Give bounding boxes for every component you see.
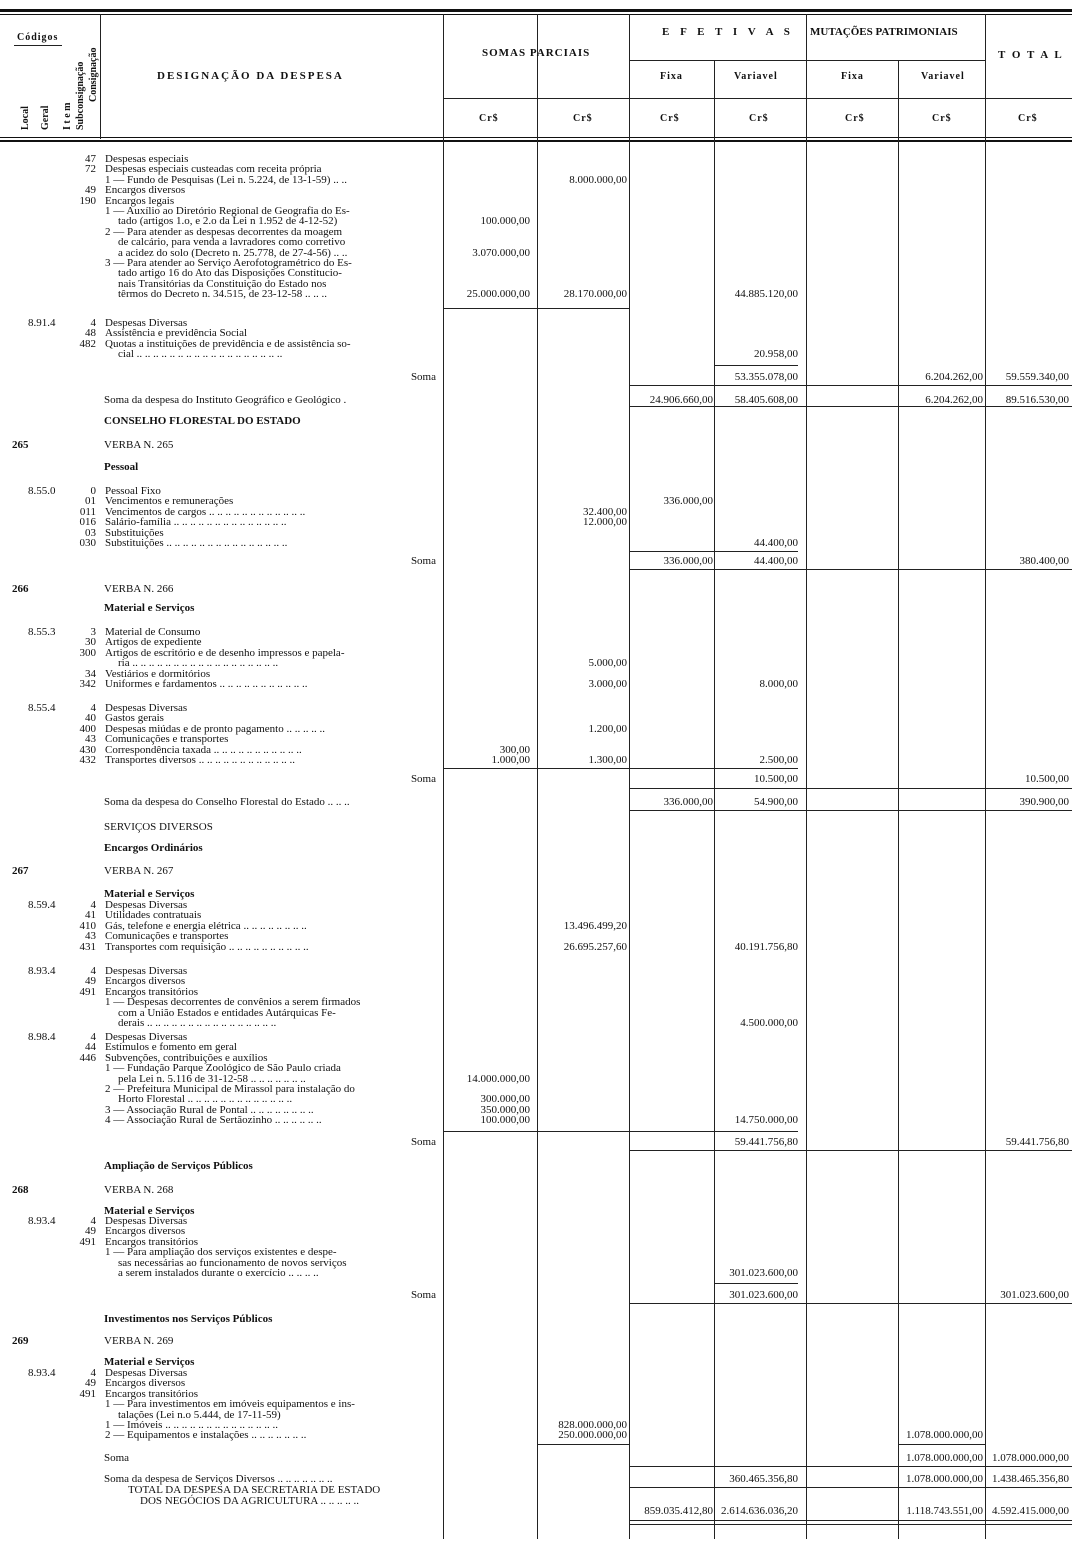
row-description: Despesas Diversas	[105, 899, 188, 911]
row-description: Encargos diversos	[105, 975, 186, 988]
row-description: Encargos diversos	[105, 1225, 186, 1238]
row-code: 410	[79, 919, 96, 932]
top-rule-thin	[0, 14, 1072, 15]
row-value-sp2: 12.000,00	[583, 516, 627, 529]
row-description: com a União Estados e entidades Autárquicas Fe-	[118, 1006, 336, 1019]
sep-sp1	[443, 308, 537, 309]
row-value-sp1: 14.000.000,00	[466, 1072, 530, 1085]
top-rule	[0, 9, 1072, 12]
soma-value-mvar: 1.078.000.000,00	[906, 1452, 983, 1464]
col-line-mvar	[898, 60, 899, 1539]
sep-b7	[443, 1131, 798, 1132]
sep-soma5	[629, 1303, 1072, 1304]
row-value-sp2: 828.000.000,00	[558, 1419, 627, 1431]
row-description: Despesas Diversas	[105, 317, 188, 329]
soma-value-total: 380.400,00	[1019, 555, 1069, 567]
row-code: 4	[90, 965, 96, 977]
row-description: Despesas especiais	[105, 153, 189, 165]
header-fixa: Fixa	[660, 71, 683, 82]
row-description: 1 — Para ampliação dos serviços existentes e despe-	[105, 1246, 337, 1259]
row-description: Substituições .. .. .. .. .. .. .. .. .. .. .. .. .. .. ..	[105, 537, 288, 549]
row-code: 190	[79, 194, 96, 207]
row-value-sp1: 25.000.000,00	[466, 288, 530, 301]
sep-var	[714, 365, 798, 366]
row-code: 01	[85, 495, 96, 508]
row-geral-code: 8.59.4	[28, 899, 56, 911]
total-final-mvar: 1.118.743.551,00	[906, 1505, 983, 1517]
row-description: 2 — Equipamentos e instalações .. .. .. .. .. .. ..	[105, 1429, 307, 1442]
row-description: Encargos diversos	[105, 184, 186, 197]
soma-label: Soma	[410, 555, 436, 567]
row-description: 3 — Associação Rural de Pontal .. .. .. .. .. .. .. ..	[105, 1103, 314, 1116]
row-code: 49	[85, 184, 96, 197]
soma-value-var: 360.465.356,80	[729, 1473, 798, 1485]
sep-inst	[629, 406, 1072, 407]
sep-soma1	[629, 385, 1072, 386]
soma-value-total: 1.078.000.000,00	[992, 1452, 1069, 1464]
row-code: 432	[79, 754, 96, 766]
currency-mvar: Cr$	[932, 113, 952, 124]
row-code: 30	[85, 636, 96, 649]
row-description: Transportes com requisição .. .. .. .. .. .. .. .. .. ..	[105, 940, 309, 953]
sep-b8	[714, 1283, 798, 1284]
row-description: Despesas miúdas e de pronto pagamento .. .. .. .. ..	[105, 722, 325, 735]
row-code: 48	[85, 327, 96, 340]
section-title-servicos: SERVIÇOS DIVERSOS	[104, 821, 213, 833]
row-code: 342	[79, 678, 96, 690]
row-description: Artigos de escritório e de desenho impressos e papela-	[105, 646, 345, 659]
row-geral-code: 8.55.0	[28, 485, 56, 497]
row-description: nais Transitórias da Constituição do Estado nos	[118, 277, 327, 290]
row-description: pela Lei n. 5.116 de 31-12-58 .. .. .. .. .. .. ..	[118, 1072, 306, 1085]
row-description: 1 — Despesas decorrentes de convênios a serem firmados	[105, 996, 361, 1009]
row-code: 300	[79, 646, 96, 659]
col-line-sp2	[537, 14, 538, 1539]
row-value-sp1: 100.000,00	[480, 215, 530, 228]
soma-value-mvar: 6.204.262,00	[925, 371, 983, 383]
subsection-material-2: Material e Serviços	[104, 888, 195, 900]
row-value-sp1: 300.000,00	[480, 1093, 530, 1106]
row-description: Pessoal Fixo	[105, 485, 161, 497]
row-geral-code: 8.93.4	[28, 1215, 56, 1227]
soma-value-total: 59.441.756,80	[1005, 1136, 1069, 1148]
currency-sp2: Cr$	[573, 113, 593, 124]
soma-label: Soma	[410, 773, 436, 785]
col-line-sp1	[443, 14, 444, 1539]
row-code: 4	[90, 1215, 96, 1227]
header-item: I t e m	[62, 102, 73, 130]
row-description: 1 — Para investimentos em imóveis equipamentos e ins-	[105, 1398, 355, 1411]
row-description: sas necessárias ao funcionamento de novos serviços	[118, 1256, 347, 1269]
sep-b9	[537, 1444, 629, 1445]
row-geral-code: 8.93.4	[28, 965, 56, 977]
row-description: Horto Florestal .. .. .. .. .. .. .. .. .. .. .. .. ..	[118, 1093, 293, 1106]
header-designacao: DESIGNAÇÃO DA DESPESA	[157, 70, 344, 82]
sep-b4	[443, 768, 798, 769]
row-code: 44	[85, 1041, 96, 1054]
col-line-var	[714, 60, 715, 1539]
row-code: 43	[85, 733, 96, 746]
verba-268: VERBA N. 268	[104, 1184, 174, 1196]
row-value-sp1: 1.000,00	[491, 754, 530, 766]
row-code: 030	[79, 537, 96, 549]
row-value-var: 4.500.000,00	[740, 1017, 798, 1029]
soma-label: Soma da despesa de Serviços Diversos .. .. .. .. .. .. ..	[104, 1473, 333, 1485]
row-description: derais .. .. .. .. .. .. .. .. .. .. .. .. .. .. .. ..	[118, 1017, 277, 1029]
row-value-fixa: 336.000,00	[663, 495, 713, 508]
row-description: Vencimentos e remunerações	[105, 495, 234, 508]
row-geral-code: 8.55.4	[28, 702, 56, 714]
row-description: Quotas a instituições de previdência e de assistência so-	[105, 337, 351, 350]
soma-value-total: 390.900,00	[1019, 796, 1069, 808]
row-value-var: 44.885.120,00	[734, 288, 798, 301]
currency-fixa: Cr$	[660, 113, 680, 124]
verba-269: VERBA N. 269	[104, 1335, 174, 1347]
subsection-encargos: Encargos Ordinários	[104, 842, 203, 854]
header-efetivas: E F E T I V A S	[662, 26, 794, 38]
sep-soma2	[629, 569, 1072, 570]
row-value-var: 40.191.756,80	[734, 940, 798, 953]
row-code: 41	[85, 909, 96, 922]
col-line-desig	[100, 14, 101, 139]
row-value-sp2: 3.000,00	[588, 678, 627, 690]
soma-value-total: 10.500,00	[1025, 773, 1069, 785]
verba-266: VERBA N. 266	[104, 583, 174, 595]
header-rule	[0, 137, 1072, 138]
row-description: Despesas especiais custeadas com receita própria	[105, 163, 322, 176]
row-description: Gastos gerais	[105, 712, 164, 725]
soma-label: Soma	[104, 1452, 130, 1464]
verba-265: VERBA N. 265	[104, 439, 174, 451]
verba-266-local: 266	[12, 583, 29, 595]
header-total: T O T A L	[998, 49, 1064, 61]
row-description: a acidez do solo (Decreto n. 25.778, de 27-4-56) .. ..	[118, 246, 348, 259]
row-code: 40	[85, 712, 96, 725]
row-description: 1 — Auxílio ao Diretório Regional de Geografia do Es-	[105, 205, 350, 217]
header-consignacao: Consignação	[88, 47, 99, 102]
row-code: 4	[90, 317, 96, 329]
row-value-sp1: 350.000,00	[480, 1103, 530, 1116]
header-currency-rule	[443, 98, 1072, 99]
sep-total-bottom-2	[629, 1524, 1072, 1525]
row-description: Comunicações e transportes	[105, 733, 229, 746]
row-description: Despesas Diversas	[105, 965, 188, 977]
row-description: Estímulos e fomento em geral	[105, 1041, 237, 1054]
row-description: Encargos legais	[105, 194, 175, 207]
sep-soma3	[629, 788, 1072, 789]
row-code: 49	[85, 1377, 96, 1390]
row-geral-code: 8.91.4	[28, 317, 56, 329]
subsection-material-3: Material e Serviços	[104, 1205, 195, 1217]
row-description: Despesas Diversas	[105, 1215, 188, 1227]
row-code: 72	[85, 163, 96, 176]
row-value-sp2: 8.000.000,00	[569, 173, 627, 186]
row-value-mvar: 1.078.000.000,00	[906, 1429, 983, 1442]
sep-soma6	[629, 1466, 1072, 1467]
row-description: têrmos do Decreto n. 34.515, de 23-12-58 .. .. ..	[118, 288, 327, 301]
sep-total-top	[629, 1487, 1072, 1488]
header-geral: Geral	[40, 105, 51, 130]
subsection-ampliacao: Ampliação de Serviços Públicos	[104, 1160, 253, 1172]
currency-sp1: Cr$	[479, 113, 499, 124]
subsection-investimentos: Investimentos nos Serviços Públicos	[104, 1313, 273, 1325]
row-code: 431	[79, 940, 96, 953]
soma-label: Soma da despesa do Instituto Geográfico e Geológico .	[104, 394, 347, 406]
subsection-material-4: Material e Serviços	[104, 1356, 195, 1368]
row-description: ria .. .. .. .. .. .. .. .. .. .. .. .. .. .. .. .. .. ..	[118, 657, 279, 670]
soma-label: Soma	[410, 1289, 436, 1301]
row-code: 4	[90, 1367, 96, 1379]
verba-267-local: 267	[12, 865, 29, 877]
currency-total: Cr$	[1018, 113, 1038, 124]
row-description: 2 — Prefeitura Municipal de Mirassol para instalação do	[105, 1083, 355, 1095]
row-description: Artigos de expediente	[105, 636, 202, 649]
row-value-sp2: 1.200,00	[588, 722, 627, 735]
soma-label: Soma	[410, 1136, 436, 1148]
row-description: 1 — Fundação Parque Zoológico de São Paulo criada	[105, 1062, 341, 1075]
row-description: Encargos diversos	[105, 1377, 186, 1390]
row-code: 4	[90, 1031, 96, 1043]
row-code: 491	[79, 1387, 96, 1400]
header-fixa-mut: Fixa	[841, 71, 864, 82]
soma-value-var: 53.355.078,00	[734, 371, 798, 383]
total-final-var: 2.614.636.036,20	[721, 1505, 798, 1517]
row-description: 2 — Para atender as despesas decorrentes da moagem	[105, 225, 343, 238]
total-final-line-2: DOS NEGÓCIOS DA AGRICULTURA .. .. .. .. ..	[140, 1495, 360, 1507]
row-description: Utilidades contratuais	[105, 909, 202, 922]
row-value-sp2: 28.170.000,00	[563, 288, 627, 301]
sep-sp2	[537, 308, 629, 309]
row-description: Vestiários e dormitórios	[105, 667, 211, 680]
header-efetivas-rule	[629, 60, 985, 61]
soma-value-var: 58.405.608,00	[734, 394, 798, 406]
row-value-var: 8.000,00	[759, 678, 798, 690]
row-code: 03	[85, 526, 96, 539]
total-final-fixa: 859.035.412,80	[644, 1505, 713, 1517]
header-somas-parciais: SOMAS PARCIAIS	[482, 47, 591, 59]
row-code: 446	[79, 1051, 96, 1064]
row-value-sp2: 13.496.499,20	[563, 919, 627, 932]
soma-label: Soma da despesa do Conselho Florestal do Estado .. .. ..	[104, 796, 350, 808]
sep-conselho	[629, 810, 1072, 811]
row-code: 3	[90, 626, 96, 638]
row-value-sp2: 26.695.257,60	[563, 940, 627, 953]
row-description: Assistência e previdência Social	[105, 327, 248, 340]
sep-pessoal	[629, 551, 798, 552]
row-code: 4	[90, 702, 96, 714]
row-description: Material de Consumo	[105, 626, 201, 638]
row-description: Despesas Diversas	[105, 702, 188, 714]
soma-label: Soma	[410, 371, 436, 383]
row-description: Salário-família .. .. .. .. .. .. .. .. .. .. .. .. .. ..	[105, 516, 287, 529]
row-value-var: 20.958,00	[754, 348, 798, 361]
row-geral-code: 8.93.4	[28, 1367, 56, 1379]
row-code: 011	[79, 505, 96, 518]
header-variavel-mut: Variavel	[921, 71, 965, 82]
row-value-sp2: 250.000.000,00	[558, 1429, 627, 1442]
sep-b9-mvar	[898, 1444, 985, 1445]
col-line-mfixa	[806, 14, 807, 1539]
header-codigos: Códigos	[17, 32, 59, 43]
row-code: 34	[85, 667, 96, 680]
soma-value-var: 44.400,00	[754, 555, 798, 567]
soma-value-total: 59.559.340,00	[1005, 371, 1069, 383]
row-code: 400	[79, 722, 96, 735]
row-code: 0	[90, 485, 96, 497]
row-value-var: 44.400,00	[754, 537, 798, 549]
soma-value-var: 59.441.756,80	[734, 1136, 798, 1148]
verba-267: VERBA N. 267	[104, 865, 174, 877]
subsection-pessoal: Pessoal	[104, 461, 139, 473]
row-description: Despesas Diversas	[105, 1031, 188, 1043]
row-value-sp1: 100.000,00	[480, 1114, 530, 1127]
row-code: 491	[79, 985, 96, 998]
soma-value-var: 10.500,00	[754, 773, 798, 785]
soma-value-var: 301.023.600,00	[729, 1289, 798, 1301]
row-description: Substituições	[105, 526, 164, 539]
row-description: Comunicações e transportes	[105, 930, 229, 943]
row-description: 1 — Imóveis .. .. .. .. .. .. .. .. .. .. .. .. .. ..	[105, 1419, 278, 1431]
row-description: Vencimentos de cargos .. .. .. .. .. .. .. .. .. .. .. ..	[105, 505, 306, 518]
col-line-total	[985, 14, 986, 1539]
sep-total-bottom	[629, 1520, 1072, 1521]
row-description: 1 — Fundo de Pesquisas (Lei n. 5.224, de 13-1-59) .. ..	[105, 173, 347, 186]
row-description: de calcário, para venda a lavradores como corretivo	[118, 236, 346, 249]
soma-value-total: 301.023.600,00	[1000, 1289, 1069, 1301]
row-description: a serem instalados durante o exercício .. .. .. ..	[118, 1267, 319, 1279]
row-description: cial .. .. .. .. .. .. .. .. .. .. .. .. .. .. .. .. .. ..	[118, 348, 283, 361]
row-code: 49	[85, 1225, 96, 1238]
header-rule-thick	[0, 140, 1072, 142]
soma-value-mvar: 1.078.000.000,00	[906, 1473, 983, 1485]
row-description: Gás, telefone e energia elétrica .. .. .. .. .. .. .. ..	[105, 919, 307, 932]
row-description: Uniformes e fardamentos .. .. .. .. .. .. .. .. .. .. ..	[105, 678, 308, 690]
soma-value-total: 1.438.465.356,80	[992, 1473, 1069, 1485]
row-description: 3 — Para atender ao Serviço Aerofotogramétrico do Es-	[105, 257, 352, 269]
row-value-var: 14.750.000,00	[734, 1114, 798, 1127]
currency-var: Cr$	[749, 113, 769, 124]
row-description: Subvenções, contribuições e auxílios	[105, 1051, 268, 1064]
header-local: Local	[20, 106, 31, 130]
row-value-var: 2.500,00	[759, 754, 798, 766]
row-code: 49	[85, 975, 96, 988]
row-value-sp2: 5.000,00	[588, 657, 627, 670]
total-final-line-1: TOTAL DA DESPESA DA SECRETARIA DE ESTADO	[128, 1484, 381, 1496]
row-code: 430	[79, 743, 96, 756]
sep-soma4	[629, 1150, 1072, 1151]
header-mutacoes: MUTAÇÕES PATRIMONIAIS	[810, 26, 958, 38]
soma-value-mvar: 6.204.262,00	[925, 394, 983, 406]
verba-269-local: 269	[12, 1335, 29, 1347]
row-geral-code: 8.55.3	[28, 626, 56, 638]
row-description: Correspondência taxada .. .. .. .. .. .. .. .. .. .. ..	[105, 743, 302, 756]
row-value-sp1: 300,00	[499, 743, 530, 756]
currency-mfixa: Cr$	[845, 113, 865, 124]
row-description: talações (Lei n.o 5.444, de 17-11-59)	[118, 1408, 281, 1421]
row-code: 4	[90, 899, 96, 911]
row-code: 491	[79, 1235, 96, 1248]
row-description: Transportes diversos .. .. .. .. .. .. .. .. .. .. .. ..	[105, 754, 295, 766]
soma-value-fixa: 336.000,00	[663, 796, 713, 808]
soma-value-total: 89.516.530,00	[1005, 394, 1069, 406]
header-subconsignacao: Subconsignação	[75, 61, 86, 130]
row-description: Despesas Diversas	[105, 1367, 188, 1379]
row-code: 016	[79, 516, 96, 529]
row-value-sp1: 3.070.000,00	[472, 246, 530, 259]
row-code: 47	[85, 153, 96, 165]
soma-value-fixa: 24.906.660,00	[649, 394, 713, 406]
soma-value-var: 54.900,00	[754, 796, 798, 808]
row-code: 482	[79, 337, 96, 350]
row-description: tado (artigos 1.o, e 2.o da Lei n 1.952 de 4-12-52)	[118, 215, 338, 228]
section-title-conselho: CONSELHO FLORESTAL DO ESTADO	[104, 415, 301, 427]
soma-value-fixa: 336.000,00	[663, 555, 713, 567]
row-value-sp2: 1.300,00	[588, 754, 627, 766]
total-final-total: 4.592.415.000,00	[992, 1505, 1069, 1517]
row-description: Encargos transitórios	[105, 985, 198, 998]
row-geral-code: 8.98.4	[28, 1031, 56, 1043]
subsection-material-1: Material e Serviços	[104, 602, 195, 614]
header-variavel: Variavel	[734, 71, 778, 82]
row-description: Encargos transitórios	[105, 1387, 198, 1400]
row-code: 43	[85, 930, 96, 943]
row-value-sp2: 32.400,00	[583, 505, 627, 518]
row-description: 4 — Associação Rural de Sertãozinho .. .. .. .. .. ..	[105, 1114, 322, 1127]
row-description: tado artigo 16 do Ato das Disposições Constitucio-	[118, 267, 342, 280]
row-value-var: 301.023.600,00	[729, 1267, 798, 1279]
verba-268-local: 268	[12, 1184, 29, 1196]
row-description: Encargos transitórios	[105, 1235, 198, 1248]
col-line-fixa	[629, 14, 630, 1539]
header-sub-rule	[14, 45, 62, 46]
verba-265-local: 265	[12, 439, 29, 451]
